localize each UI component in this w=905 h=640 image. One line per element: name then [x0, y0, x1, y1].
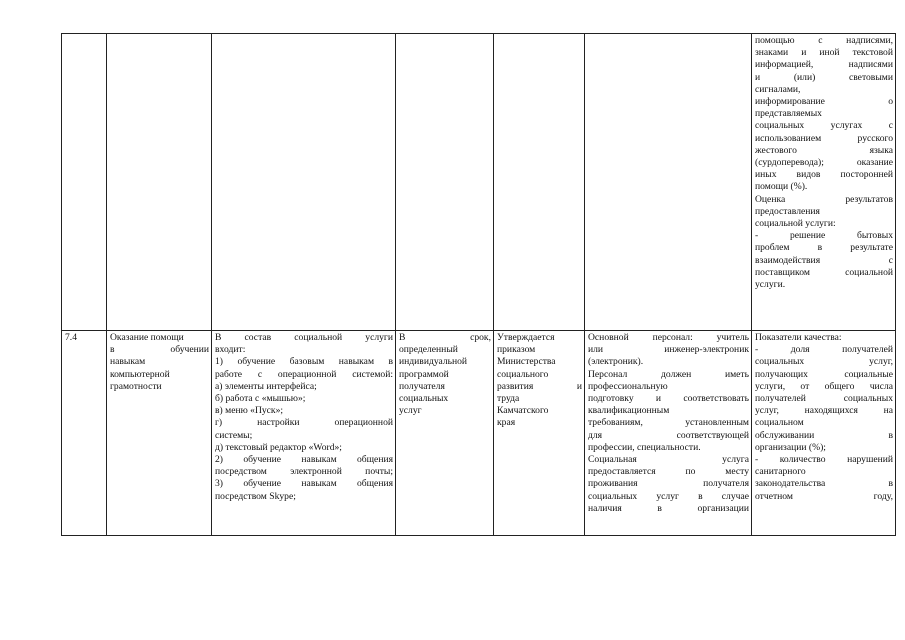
text-line: социальных услуг, — [755, 356, 893, 368]
text-line: помощью с надписями, — [755, 35, 893, 46]
text-line: получателя — [399, 380, 445, 392]
text-line: 1) обучение базовым навыкам в — [215, 356, 393, 368]
text-line: Утверждается — [497, 332, 555, 343]
text-line: индивидуальной — [399, 356, 468, 368]
text-line: услуги, от общего числа — [755, 380, 893, 392]
text-line: сигналами, — [755, 83, 801, 95]
text-line: Показатели качества: — [755, 332, 842, 343]
text-line: помощи (%). — [755, 181, 808, 193]
cell-number-empty — [62, 34, 107, 331]
text-line: Камчатского — [497, 405, 549, 417]
text-line: и (или) световыми — [755, 71, 893, 83]
text-line: представляемых — [755, 108, 822, 120]
text-line: (электроник). — [588, 356, 644, 368]
cell-name-empty — [107, 34, 212, 331]
text-line: 2) обучение навыкам общения — [215, 454, 393, 466]
text-line: системы; — [215, 429, 253, 441]
text-line: 3) обучение навыкам общения — [215, 478, 393, 490]
text-line: взаимодействия с — [755, 254, 893, 266]
text-line: труда — [497, 393, 520, 405]
cell-quality-indicators — [752, 331, 896, 536]
cell-number — [62, 331, 107, 536]
text-line: - доля получателей — [755, 344, 893, 356]
text-line: для соответствующей — [588, 429, 749, 441]
text-line: обслуживании в — [755, 429, 893, 441]
table-row-continued — [62, 34, 896, 331]
text-line: посредством электронной почты; — [215, 466, 393, 478]
cell-service-price — [494, 331, 585, 536]
text-line: услуг, находящихся на — [755, 405, 893, 417]
text-line: Основной персонал: учитель — [588, 332, 749, 343]
text-line: входит: — [215, 344, 246, 356]
text-line: получателей социальных — [755, 393, 893, 405]
text-line: информирование о — [755, 96, 893, 108]
text-line: иных видов посторонней — [755, 169, 893, 181]
text-line: Персонал должен иметь — [588, 368, 749, 380]
text-line: социальных услугах с — [755, 120, 893, 132]
text-line: поставщиком социальной — [755, 266, 893, 278]
text-line: навыкам — [110, 356, 146, 368]
cell-service-conditions — [585, 331, 752, 536]
text-line: социальной услуги: — [755, 218, 836, 230]
text-line: определенный — [399, 344, 458, 356]
text-line: в обучении — [110, 344, 209, 356]
text-line: жестового языка — [755, 144, 893, 156]
text-line: социальных — [399, 393, 449, 405]
cell-service-name — [107, 331, 212, 536]
text-line: информацией, надписями — [755, 59, 893, 71]
service-number: 7.4 — [65, 332, 77, 343]
text-line: законодательства в — [755, 478, 893, 490]
text-line: услуги. — [755, 279, 786, 291]
table-row-7-4 — [62, 331, 896, 536]
text-line: требованиям, установленным — [588, 417, 749, 429]
text-line: или инженер-электроник — [588, 344, 749, 356]
text-line: социальных услуг в случае — [588, 490, 749, 502]
text-line: Социальная услуга — [588, 454, 749, 466]
text-line: (сурдоперевода); оказание — [755, 157, 893, 169]
text-line: приказом — [497, 344, 536, 356]
text-line: проблем в результате — [755, 242, 893, 254]
text-line: предоставляется по месту — [588, 466, 749, 478]
text-line: Оказание помощи — [110, 332, 184, 343]
cell-indicators-continued — [752, 34, 896, 331]
cell-service-term — [396, 331, 494, 536]
text-line: в) меню «Пуск»; — [215, 405, 284, 417]
text-line: развития и — [497, 380, 582, 392]
text-line: б) работа с «мышью»; — [215, 393, 306, 405]
cell-conditions-empty — [585, 34, 752, 331]
cell-price-empty — [494, 34, 585, 331]
text-line: подготовку и соответствовать — [588, 393, 749, 405]
text-line: предоставления — [755, 205, 820, 217]
services-table — [61, 33, 896, 536]
cell-content-empty — [212, 34, 396, 331]
text-line: социального — [497, 368, 549, 380]
text-line: социальном — [755, 417, 804, 429]
text-line: квалификационным — [588, 405, 670, 417]
text-line: В срок, — [399, 332, 491, 343]
text-line: получающих социальные — [755, 368, 893, 380]
text-line: использованием русского — [755, 132, 893, 144]
text-line: отчетном году, — [755, 490, 893, 502]
text-line: наличия в организации — [588, 502, 749, 514]
text-line: грамотности — [110, 380, 162, 392]
text-line: работе с операционной системой: — [215, 368, 393, 380]
text-line: Министерства — [497, 356, 556, 368]
cell-service-content — [212, 331, 396, 536]
text-line: профессиональную — [588, 380, 668, 392]
cell-term-empty — [396, 34, 494, 331]
text-line: г) настройки операционной — [215, 417, 393, 429]
text-line: посредством Skype; — [215, 490, 296, 502]
text-line: компьютерной — [110, 368, 170, 380]
text-line: услуг — [399, 405, 422, 417]
text-line: профессии, специальности. — [588, 441, 701, 453]
text-line: края — [497, 417, 516, 429]
text-line: д) текстовый редактор «Word»; — [215, 441, 342, 453]
text-line: проживания получателя — [588, 478, 749, 490]
text-line: программой — [399, 368, 449, 380]
text-line: - количество нарушений — [755, 454, 893, 466]
text-line: а) элементы интерфейса; — [215, 380, 317, 392]
text-line: - решение бытовых — [755, 230, 893, 242]
text-line: Оценка результатов — [755, 193, 893, 205]
text-line: организации (%); — [755, 441, 826, 453]
text-line: В состав социальной услуги — [215, 332, 393, 343]
text-line: санитарного — [755, 466, 806, 478]
text-line: знаками и иной текстовой — [755, 47, 893, 59]
